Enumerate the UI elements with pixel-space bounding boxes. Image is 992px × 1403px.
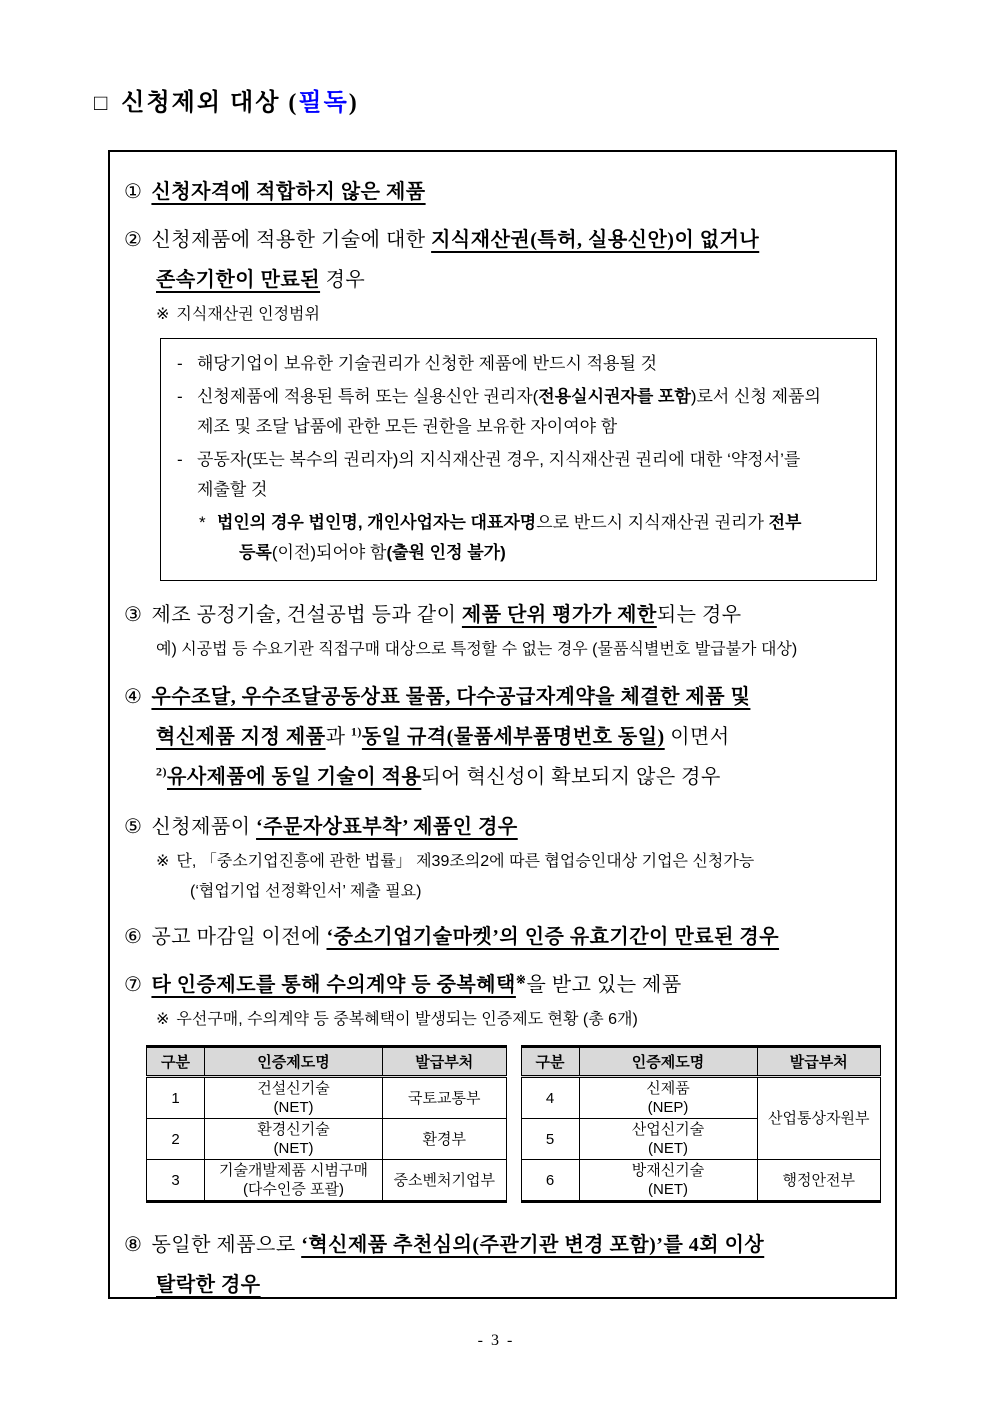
item-1-number: ①	[124, 181, 143, 203]
item-5-note2-text: (‘협업기업 선정확인서’ 제출 필요)	[190, 883, 422, 900]
cert-tables	[146, 1045, 881, 1203]
reference-mark: ※	[156, 1011, 170, 1028]
item-4-number: ④	[124, 686, 143, 708]
col-header-agency: 발급부처	[757, 1047, 881, 1077]
item-7-plain: 을 받고 있는 제품	[526, 974, 682, 996]
item-6-number: ⑥	[124, 926, 143, 948]
ip-bullet-3-line2: 제출할 것	[197, 480, 268, 499]
item-8	[124, 1225, 881, 1305]
ip-star-bold3: 등록	[239, 543, 272, 562]
item-3-plain1: 제조 공정기술, 건설공법 등과 같이	[151, 604, 462, 626]
ip-bullet-3-line1: 공동자(또는 복수의 권리자)의 지식재산권 경우, 지식재산권 권리에 대한 ‘약정서’를	[197, 450, 801, 469]
item-3	[124, 595, 881, 665]
ip-bullet-2-bold: 전용실시권자를 포함	[538, 387, 691, 406]
dash-bullet: -	[177, 387, 183, 406]
item-8-number: ⑧	[124, 1234, 143, 1256]
title-must-read: 필독	[298, 90, 349, 116]
ip-star-plain1: 으로 반드시 지식재산권 권리가	[536, 513, 769, 532]
table-header-row	[521, 1047, 881, 1077]
ip-star-bold1: 법인의 경우 법인명, 개인사업자는 대표자명	[217, 513, 537, 532]
dash-bullet: -	[177, 450, 183, 469]
item-4-line2-emph1: 혁신제품 지정 제품	[156, 726, 326, 748]
item-2-text-plain2: 경우	[320, 269, 366, 291]
item-4-line2-emph2: 동일 규격(물품세부품명번호 동일)	[361, 726, 665, 748]
item-4	[124, 677, 881, 797]
ip-bullet-1	[177, 349, 860, 379]
item-6-emph: ‘중소기업기술마켓’의 인증 유효기간이 만료된 경우	[326, 926, 780, 948]
table-row: 6 방재신기술 (NET) 행정안전부	[521, 1160, 881, 1202]
reference-mark: ※	[156, 306, 170, 323]
page-number: - 3 -	[477, 1332, 515, 1349]
item-1-text: 신청자격에 적합하지 않은 제품	[151, 181, 426, 203]
page-title	[94, 82, 359, 117]
item-8-line2-emph: 탈락한 경우	[156, 1274, 261, 1296]
ip-bullet-2-post: )로서 신청 제품의	[690, 387, 821, 406]
ip-bullet-2	[177, 382, 860, 442]
item-5	[124, 807, 881, 907]
table-header-row	[147, 1047, 507, 1077]
page-title-text: 신청제외 대상	[121, 90, 281, 116]
item-4-line1-emph: 우수조달, 우수조달공동상표 물품, 다수공급자계약을 체결한 제품 및	[151, 686, 751, 708]
table-row: 5 산업신기술 (NET)	[521, 1119, 881, 1160]
item-6	[124, 917, 881, 957]
footnote-mark-2: 2)	[156, 764, 167, 779]
item-2-number: ②	[124, 229, 143, 251]
col-header-agency: 발급부처	[383, 1047, 507, 1077]
col-header-no: 구분	[521, 1047, 579, 1077]
item-5-note1	[124, 847, 881, 877]
reference-mark: ※	[156, 853, 170, 870]
checkbox-glyph: □	[94, 90, 110, 115]
col-header-no: 구분	[147, 1047, 205, 1077]
item-3-number: ③	[124, 604, 143, 626]
dash-bullet: -	[177, 354, 183, 373]
ip-bullet-3	[177, 445, 860, 505]
item-7-emph: 타 인증제도를 통해 수의계약 등 중복혜택	[151, 974, 516, 996]
ip-star-bold4: (출원 인정 불가)	[386, 543, 506, 562]
item-4-line3-emph: 유사제품에 동일 기술이 적용	[167, 766, 422, 788]
footnote-mark-1: 1)	[350, 724, 362, 739]
col-header-name: 인증제도명	[205, 1047, 383, 1077]
item-7-number: ⑦	[124, 974, 143, 996]
item-3-note	[124, 635, 881, 665]
item-5-note1-text: 단, 「중소기업진흥에 관한 법률」 제39조의2에 따른 협업승인대상 기업은 신청가능	[176, 853, 755, 870]
table-row: 2 환경신기술 (NET) 환경부	[147, 1119, 507, 1160]
item-2	[124, 220, 881, 330]
ip-bullet-2-pre: 신청제품에 적용된 특허 또는 실용신안 권리자(	[197, 387, 539, 406]
title-paren-open: (	[288, 90, 299, 116]
item-8-plain: 동일한 제품으로	[151, 1234, 302, 1256]
table-row: 4 신제품 (NEP) 산업통상자원부	[521, 1077, 881, 1119]
ip-star-bold2: 전부	[768, 513, 802, 532]
item-5-emph: ‘주문자상표부착’ 제품인 경우	[256, 816, 518, 838]
table-row: 1 건설신기술 (NET) 국토교통부	[147, 1077, 507, 1119]
item-5-note2	[124, 877, 881, 907]
item-3-emph: 제품 단위 평가가 제한	[461, 604, 657, 626]
cert-table-left	[146, 1045, 507, 1203]
item-2-text-emph2: 존속기한이 만료된	[156, 269, 321, 291]
cert-table-right	[521, 1045, 882, 1203]
item-5-plain: 신청제품이	[151, 816, 257, 838]
item-4-line2-plain2: 이면서	[664, 726, 730, 748]
item-1	[124, 172, 881, 212]
title-paren-close: )	[348, 90, 359, 116]
item-6-plain: 공고 마감일 이전에	[151, 926, 327, 948]
item-3-note-text: 예) 시공법 등 수요기관 직접구매 대상으로 특정할 수 없는 경우 (물품식별번호 발급불가 대상)	[156, 641, 798, 658]
ip-star-note	[177, 508, 860, 568]
item-2-note	[124, 300, 881, 330]
ip-bullet-2-line2: 제조 및 조달 납품에 관한 모든 권한을 보유한 자이여야 함	[197, 417, 618, 436]
ip-recognition-box	[160, 338, 877, 581]
col-header-name: 인증제도명	[579, 1047, 757, 1077]
merged-agency-cell: 산업통상자원부	[757, 1077, 881, 1160]
item-8-line1-emph: ‘혁신제품 추천심의(주관기관 변경 포함)’를 4회 이상	[301, 1234, 765, 1256]
table-row: 3 기술개발제품 시범구매 (다수인증 포괄) 중소벤처기업부	[147, 1160, 507, 1202]
item-4-line2-plain1: 과	[325, 726, 351, 748]
exclusion-criteria-box	[108, 150, 897, 1299]
item-7	[124, 965, 881, 1035]
reference-superscript: ※	[515, 972, 527, 987]
item-4-line3-plain: 되어 혁신성이 확보되지 않은 경우	[421, 766, 721, 788]
item-5-number: ⑤	[124, 816, 143, 838]
ip-star-plain2: (이전)되어야 함	[271, 543, 387, 562]
item-3-plain2: 되는 경우	[656, 604, 742, 626]
item-2-text-plain: 신청제품에 적용한 기술에 대한	[151, 229, 432, 251]
ip-bullet-1-text: 해당기업이 보유한 기술권리가 신청한 제품에 반드시 적용될 것	[197, 354, 658, 373]
item-7-note	[124, 1005, 881, 1035]
item-2-text-emph: 지식재산권(특허, 실용신안)이 없거나	[431, 229, 760, 251]
asterisk-mark: *	[199, 513, 206, 532]
item-7-note-text: 우선구매, 수의계약 등 중복혜택이 발생되는 인증제도 현황 (총 6개)	[176, 1011, 638, 1028]
item-2-note-text: 지식재산권 인정범위	[176, 306, 320, 323]
